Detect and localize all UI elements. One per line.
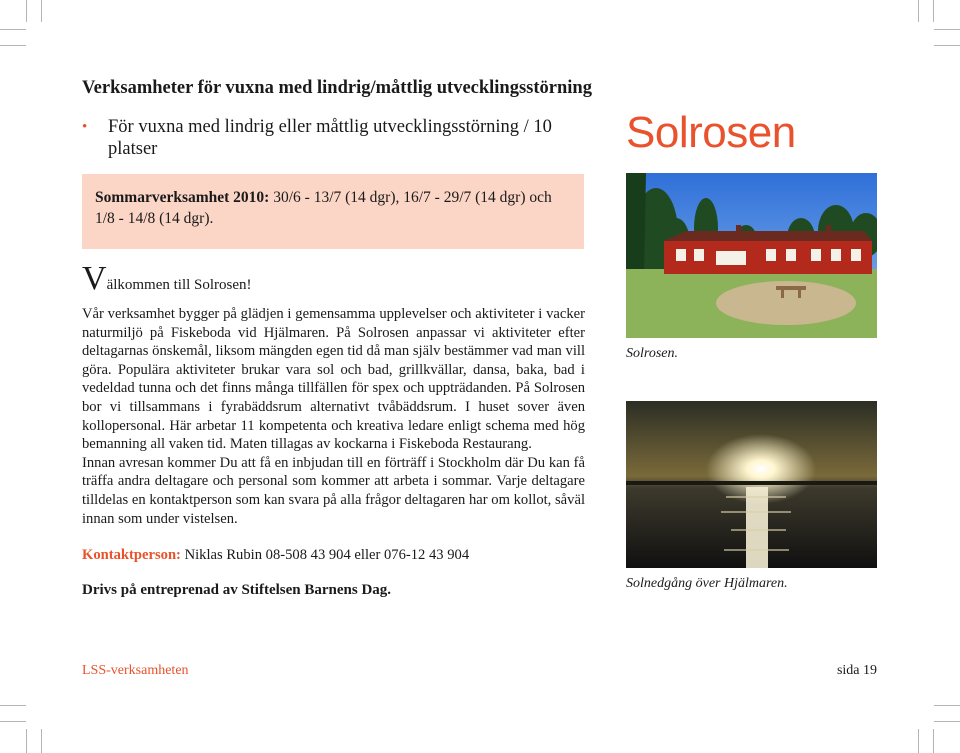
crop-mark — [41, 729, 42, 753]
house-photo — [626, 173, 877, 338]
crop-mark — [918, 0, 919, 22]
crop-mark — [0, 705, 26, 706]
summer-label: Sommarverksamhet 2010: — [95, 189, 270, 206]
house-image — [626, 173, 877, 338]
welcome-heading — [82, 260, 252, 298]
crop-mark — [0, 29, 26, 30]
summer-text: 30/6 - 13/7 (14 dgr), 16/7 - 29/7 (14 dgr) och 1/8 - 14/8 (14 dgr). — [95, 189, 552, 227]
sunset-image — [626, 401, 877, 568]
summer-box — [82, 174, 584, 249]
crop-mark — [26, 0, 27, 22]
crop-mark — [0, 721, 26, 722]
bullet-icon: • — [82, 119, 88, 135]
crop-mark — [934, 705, 960, 706]
crop-mark — [933, 0, 934, 22]
crop-mark — [934, 721, 960, 722]
footer-page-number: sida 19 — [836, 663, 877, 678]
contact-value: Niklas Rubin 08-508 43 904 eller 076-12 43 904 — [180, 547, 470, 563]
crop-mark — [934, 29, 960, 30]
operator-note: Drivs på entreprenad av Stiftelsen Barnens Dag. — [82, 582, 392, 598]
crop-mark — [933, 729, 934, 753]
page-heading: Verksamheter för vuxna med lindrig/måttlig utvecklingsstörning — [82, 78, 592, 98]
paragraph: Innan avresan kommer Du att få en inbjudan till en förträff i Stockholm där Du kan få träffa andra deltagare och personal som kommer att arbeta i sommar. Varje deltagare tilldelas en kontaktperson som kan svara på alla frågor deltagaren har om kollot, såväl innan som under vistelsen. — [82, 454, 585, 527]
crop-mark — [918, 729, 919, 753]
crop-mark — [26, 729, 27, 753]
contact-label: Kontaktperson: — [82, 547, 181, 563]
bullet-text: För vuxna med lindrig eller måttlig utvecklingsstörning / 10 platser — [108, 117, 552, 159]
body-text — [82, 305, 585, 528]
crop-mark — [0, 45, 26, 46]
photo-caption: Solrosen. — [626, 346, 678, 361]
paragraph: Vår verksamhet bygger på glädjen i gemensamma upplevelser och aktiviteter i vacker naturmiljö på Fiskeboda vid Hjälmaren. På Solrosen anpassar vi aktiviteter efter deltagarnas önskemål, liksom mängden egen tid då man själv bestämmer vad man vill göra. Populära aktiviteter brukar vara sol och bad, grillkvällar, dansa, baka, bad i vedeldad tunna och det finns många tillfällen för spex och uppträdanden. På Solrosen bor vi tillsammans i fyrabäddsrum alternativt tvåbäddsrum. I huset sover även kollopersonal. Här arbetar 11 kompetenta och kreativa ledare enligt schema med hög bemanning all vaken tid. Maten tillagas av kockarna i Fiskeboda Restaurang. — [82, 306, 585, 453]
sunset-photo — [626, 401, 877, 568]
brand-title: Solrosen — [626, 108, 796, 157]
welcome-initial: V — [82, 260, 107, 297]
photo-caption: Solnedgång över Hjälmaren. — [626, 576, 788, 591]
crop-mark — [41, 0, 42, 22]
crop-mark — [934, 45, 960, 46]
footer-section-name: LSS-verksamheten — [82, 663, 189, 678]
contact-line — [82, 547, 469, 564]
welcome-rest: älkommen till Solrosen! — [106, 277, 252, 293]
bullet-item — [82, 116, 582, 160]
